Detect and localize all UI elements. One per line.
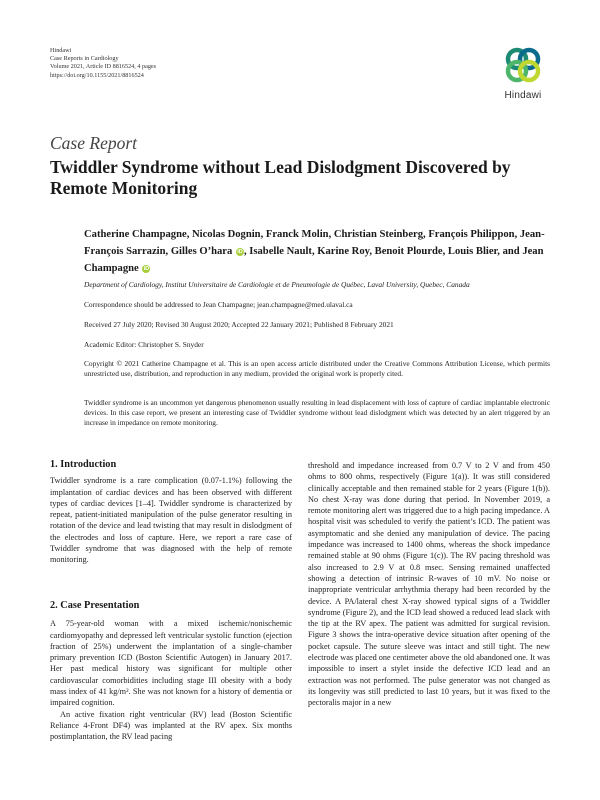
publisher-name: Hindawi [50, 47, 72, 54]
orcid-icon[interactable]: iD [237, 249, 243, 255]
author-name: François Philippon [428, 229, 515, 240]
journal-name: Case Reports in Cardiology [50, 55, 119, 63]
academic-editor: Academic Editor: Christopher S. Snyder [84, 340, 204, 349]
copyright-notice: Copyright © 2021 Catherine Champagne et al. This is an open access article distributed under the Creative Commons Attribution License, which permits unrestricted use, distribution, and reproduction in any medium, provided the original work is properly cited. [84, 359, 550, 378]
author-name: Isabelle Nault [249, 246, 312, 257]
volume-info: Volume 2021, Article ID 8816524, 4 pages [50, 63, 157, 71]
article-title: Twiddler Syndrome without Lead Dislodgment Discovered by Remote Monitoring [50, 157, 511, 198]
correspondence: Correspondence should be addressed to Jean Champagne; jean.champagne@med.ulaval.ca [84, 300, 353, 309]
paragraph: Twiddler syndrome is a rare complication (0.07-1.1%) following the implantation of cardiac devices and has been observed with different types of cardiac devices [1–4]. Twiddler syndrome is characterized by repeat, patient-initiated manipulation of the pulse generator resulting in rotation of the device and lead twisting that may result in dislodgment of the electrodes and loss of capture. Here, we report a rare case of Twiddler syndrome that was diagnosed with the help of remote monitoring. [50, 476, 292, 565]
author-name: Catherine Champagne [84, 229, 187, 240]
journal-header [50, 47, 156, 80]
abstract: Twiddler syndrome is an uncommon yet dangerous phenomenon usually resulting in lead displacement with loss of capture of cardiac implantable electronic devices. In this case report, we present an interesting case of Twiddler syndrome without lead dislodgment which was detected by an alert triggered by an increase in impedance on remote monitoring. [84, 398, 550, 427]
right-column [308, 460, 550, 709]
logo-wordmark: Hindawi [504, 90, 542, 101]
paragraph: A 75-year-old woman with a mixed ischemic/nonischemic cardiomyopathy and depressed left ventricular systolic function (ejection fraction of 25%) underwent the implantation of a single-chamber primary prevention ICD (Boston Scientific Autogen) in January 2017. Her past medical history was significant for multiple other cardiovascular comorbidities including stage III obesity with a body mass index of 41 kg/m². She was not known for a history of dementia or impaired cognition. [50, 619, 292, 708]
paragraph: An active fixation right ventricular (RV) lead (Boston Scientific Reliance 4-Front DF4) was implanted at the RV apex. Six months postimplantation, the RV lead pacing [50, 709, 292, 742]
section-heading: 1. Introduction [50, 459, 117, 470]
section-introduction [50, 459, 292, 566]
author-name: Franck Molin [265, 229, 329, 240]
section-heading: 2. Case Presentation [50, 600, 140, 611]
hindawi-logo-icon [503, 46, 543, 84]
author-list: Catherine Champagne, Nicolas Dognin, Franck Molin, Christian Steinberg, François Philippon, Jean-François Sarrazin, Gilles O’hara iD, Isabelle Nault, Karine Roy, Benoit Plourde, Louis Blier, and Jean Champagne iD [84, 229, 545, 274]
orcid-icon[interactable]: iD [143, 266, 150, 272]
hindawi-logo [495, 46, 551, 101]
author-name: Louis Blier [447, 246, 498, 257]
author-name: Jean Champagne [84, 246, 544, 274]
paragraph: threshold and impedance increased from 0.7 V to 2 V and from 450 ohms to 800 ohms, respectively (Figure 1(a)). It was still considered clinically acceptable and then remained stable for 2 years (Figure 1(b)). No chest X-ray was done during that period. In November 2019, a remote monitoring alert was triggered due to a high pacing impedance. A hospital visit was scheduled to verify the patient’s ICD. The patient was asymptomatic and she denied any manipulation of device. The pacing impedance was increased to 1400 ohms, whereas the shock impedance remained stable at 90 ohms (Figure 1(c)). The RV pacing threshold was also increased to 2.9 V at 0.8 msec. Sensing remained unaffected showing a detection of intrinsic R-waves of 10 mV. No noise or inappropriate ventricular arrhythmia therapy had been recorded by the device. A PA/lateral chest X-ray showed typical signs of a Twiddler syndrome (Figure 2), and the ICD lead showed a reduced lead slack with the tip at the RV apex. The patient was admitted for surgical revision. Figure 3 shows the intra-operative device situation after opening of the pocket capsule. The suture sleeve was intact and still tight. The new electrode was placed one centimeter above the old abandoned one. It was impossible to insert a stylet inside the defective ICD lead and an extraction was not performed. The pulse generator was not changed as its longevity was still predicted to last 10 years, but it was fixed to the pectoralis major in a new [308, 461, 550, 708]
publication-dates: Received 27 July 2020; Revised 30 August 2020; Accepted 22 January 2021; Published 8 February 2021 [84, 320, 394, 329]
author-name: Benoit Plourde [374, 246, 443, 257]
affiliation: Department of Cardiology, Institut Universitaire de Cardiologie et de Pneumologie de Québec, Laval University, Quebec, Canada [84, 280, 470, 289]
article-type: Case Report [50, 133, 138, 153]
author-name: Christian Steinberg [333, 229, 424, 240]
doi-link[interactable]: https://doi.org/10.1155/2021/8816524 [50, 71, 144, 79]
author-name: Jean-François Sarrazin [84, 229, 545, 257]
section-case-presentation [50, 600, 292, 743]
author-name: Karine Roy [317, 246, 370, 257]
author-name: Nicolas Dognin [192, 229, 261, 240]
author-name: Gilles O’hara [170, 246, 233, 257]
